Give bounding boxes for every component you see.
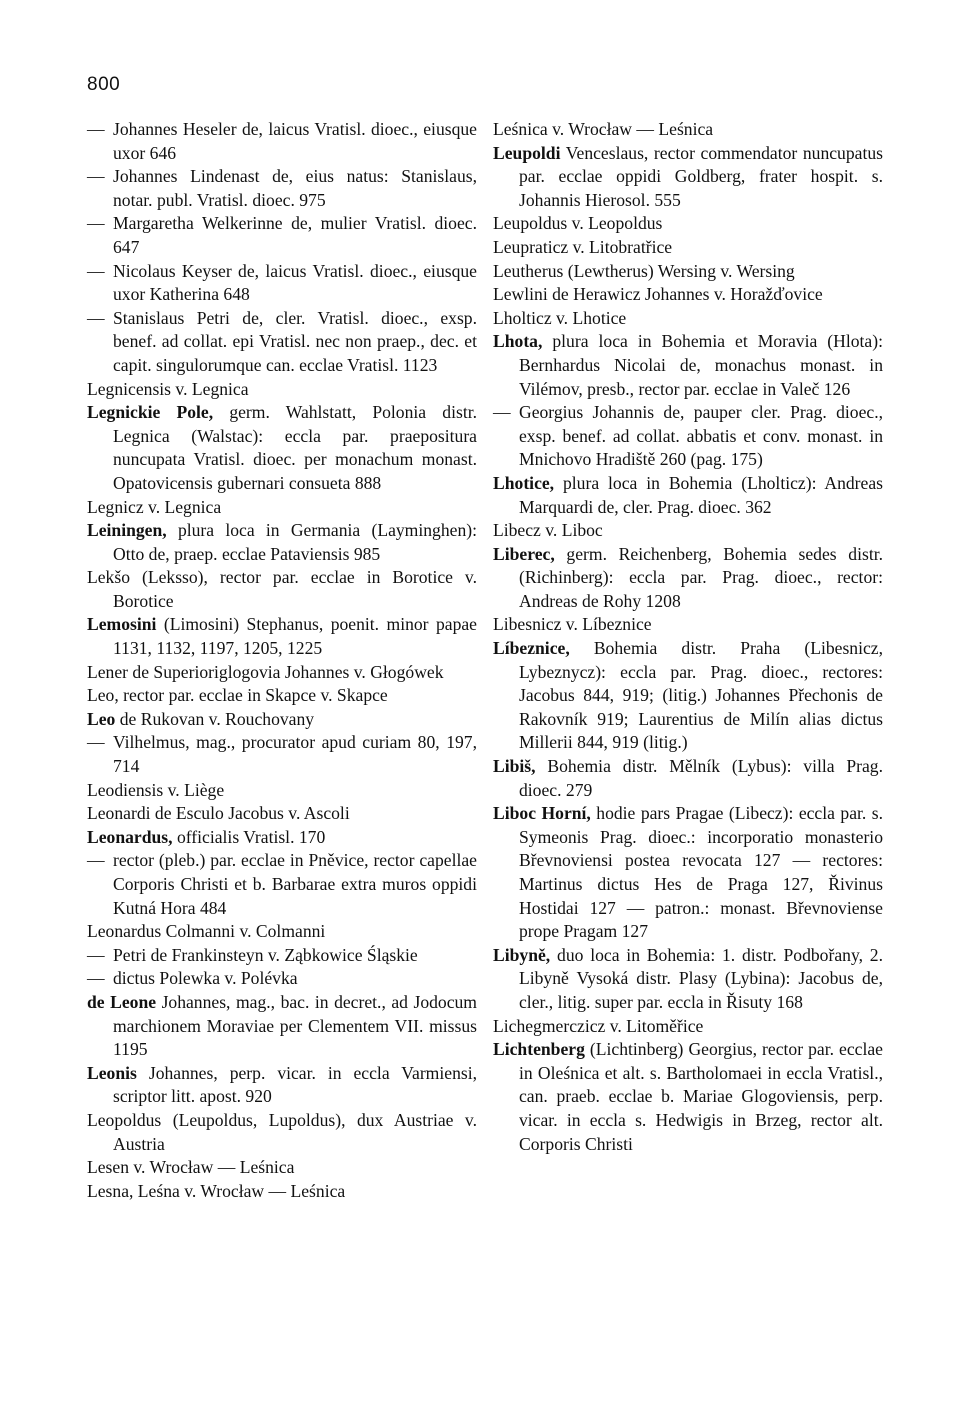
entry-text: Lesen v. Wrocław — Leśnica [87,1157,295,1178]
entry-dash: — [87,119,105,139]
index-entry [87,1156,477,1180]
entry-text: Leo, rector par. ecclae in Skapce v. Skapce [87,685,388,706]
entry-text: rector (pleb.) par. ecclae in Pněvice, rector capellae Corporis Christi et b. Barbarae extra muros oppidi Kutná Hora 484 [113,850,477,918]
index-entry [87,401,477,495]
index-entry [493,1038,883,1156]
index-entry [493,543,883,614]
index-entry [493,330,883,401]
index-entry [493,637,883,755]
entry-text: Bohemia distr. Mělník (Lybus): villa Prag. dioec. 279 [519,756,883,800]
index-entry [87,731,477,778]
entry-text: germ. Wahlstatt, Polonia distr. Legnica (Walstac): eccla par. praepositura nuncupata Vratisl. dioec. per monachum monast. Opatovicensis gubernari consueta 888 [113,402,477,493]
entry-headword: Libiš, [493,756,536,777]
entry-text: Lener de Superioriglogovia Johannes v. Głogówek [87,661,444,682]
entry-headword: Líbeznice, [493,638,570,659]
index-entry [493,260,883,284]
index-entry [493,118,883,142]
index-entry [87,519,477,566]
index-entry [87,684,477,708]
entry-text: Libecz v. Liboc [493,520,603,541]
index-entry [87,566,477,613]
entry-text: (Limosini) Stephanus, poenit. minor papae 1131, 1132, 1197, 1205, 1225 [113,614,477,659]
entry-dash: — [87,166,105,187]
index-entry [493,307,883,331]
entry-text: Leonardi de Esculo Jacobus v. Ascoli [87,803,350,824]
index-entry [493,1015,883,1039]
index-entry [493,236,883,260]
index-entry [87,1109,477,1156]
index-entry [87,849,477,920]
entry-text: Johannes Heseler de, laicus Vratisl. dioec., eiusque uxor 646 [113,119,477,163]
entry-dash: — [87,850,105,871]
index-entry [493,944,883,1015]
index-entry [87,779,477,803]
entry-text: Stanislaus Petri de, cler. Vratisl. dioec., exsp. benef. ad collat. epi Vratisl. nec non praep., dec. et capit. singulorumque can. ecclae Vratisl. 1123 [113,307,477,375]
index-entry [87,802,477,826]
index-entry [87,118,477,165]
entry-text: Lichegmerczicz v. Litoměřice [493,1015,704,1036]
index-entry [87,708,477,732]
entry-text: Lesna, Leśna v. Wrocław — Leśnica [87,1180,346,1201]
left-column [87,118,477,1203]
index-entry [493,401,883,472]
index-entry [87,212,477,259]
entry-text: germ. Reichenberg, Bohemia sedes distr. (Richinberg): eccla par. Prag. dioec., rector: Andreas de Rohy 1208 [519,543,883,611]
entry-dash: — [493,402,511,423]
index-entry [87,307,477,378]
index-entry [493,283,883,307]
entry-headword: Lichtenberg [493,1039,585,1060]
entry-dash: — [87,732,105,753]
entry-text: Lewlini de Herawicz Johannes v. Horažďovice [493,284,823,305]
entry-headword: Lemosini [87,614,157,635]
index-entry [493,142,883,213]
index-entry [87,661,477,685]
entry-headword: Leiningen, [87,520,167,541]
entry-text: Leupoldus v. Leopoldus [493,213,663,234]
index-entry [87,496,477,520]
entry-text: plura loca in Germania (Layminghen): Otto de, praep. ecclae Pataviensis 985 [113,520,477,564]
entry-dash: — [87,944,105,965]
entry-headword: de Leone [87,991,157,1012]
entry-text: Legnicz v. Legnica [87,496,222,517]
index-entry [87,613,477,660]
entry-headword: Leonis [87,1062,137,1083]
entry-text: Johannes Lindenast de, eius natus: Stanislaus, notar. publ. Vratisl. dioec. 975 [113,166,477,210]
index-entry [87,826,477,850]
index-entry [87,944,477,968]
entry-text: hodie pars Pragae (Libecz): eccla par. s. Symeonis Prag. dioec.: incorporatio monasterio Břevnoviensi postea revocata 127 — rectores: Martinus dictus Hes de Praga 127, Řivinus Hostidai 127 — patron.: monast. Břevnoviense prope Pragam 127 [519,803,883,942]
entry-text: dictus Polewka v. Polévka [113,968,298,989]
entry-text: duo loca in Bohemia: 1. distr. Podbořany, 2. Libyně Vysoká distr. Plasy (Lybina): Jacobus de, cler., litig. super par. eccla in Řisuty 168 [519,944,883,1012]
entry-text: Lekšo (Leksso), rector par. ecclae in Borotice v. Borotice [87,567,477,611]
entry-text: Leśnica v. Wrocław — Leśnica [493,119,714,139]
entry-text: Nicolaus Keyser de, laicus Vratisl. dioec., eiusque uxor Katherina 648 [113,260,477,305]
index-entry [493,613,883,637]
entry-text: Leutherus (Lewtherus) Wersing v. Wersing [493,260,795,281]
entry-text: Leodiensis v. Liège [87,779,225,800]
right-column [493,118,883,1156]
index-entry [87,991,477,1062]
entry-text: de Rukovan v. Rouchovany [119,708,315,729]
entry-text: Bohemia distr. Praha (Libesnicz, Lybeznycz): eccla par. Prag. dioec., rectores: Jacobus 844, 919; (litig.) Johannes Přechonis de Rakovník 919; Laurentius de Milín alias dictus Millerii 844, 919 (litig.) [519,638,883,753]
entry-dash: — [87,213,105,234]
index-entry [493,519,883,543]
index-entry [87,920,477,944]
index-entry [493,212,883,236]
page-number: 800 [87,74,121,95]
entry-headword: Leonardus, [87,826,173,847]
entry-text: Georgius Johannis de, pauper cler. Prag. dioec., exsp. benef. ad collat. abbatis et conv. monast. in Mnichovo Hradiště 260 (pag. 175) [519,402,883,470]
index-entry [493,802,883,944]
index-entry [87,165,477,212]
entry-text: Johannes, mag., bac. in decret., ad Jodocum marchionem Moraviae per Clementem VII. missus 1195 [113,991,477,1060]
entry-text: plura loca in Bohemia (Lholticz): Andreas Marquardi de, cler. Prag. dioec. 362 [519,472,884,517]
entry-text: Leonardus Colmanni v. Colmanni [87,921,326,942]
index-entry [87,1062,477,1109]
entry-headword: Leo [87,708,116,729]
index-entry [87,260,477,307]
entry-text: (Lichtinberg) Georgius, rector par. ecclae in Oleśnica et alt. s. Bartholomaei in eccla Vratisl., can. praeb. ecclae b. Mariae Glogoviensis, perp. vicar. in eccla s. Hedwigis in Brzeg, rector alt. Corporis Christi [519,1039,883,1154]
index-entry [87,1180,477,1204]
entry-text: Lholticz v. Lhotice [493,307,627,328]
entry-text: Leopoldus (Leupoldus, Lupoldus), dux Austriae v. Austria [87,1109,477,1154]
entry-text: Legnicensis v. Legnica [87,378,249,399]
entry-text: plura loca in Bohemia et Moravia (Hlota): Bernhardus Nicolai de, monachus monast. in Vilémov, presb., rector par. ecclae in Valeč 126 [519,331,883,399]
entry-dash: — [87,307,105,328]
entry-text: Libesnicz v. Líbeznice [493,614,652,635]
entry-text: Margaretha Welkerinne de, mulier Vratisl. dioec. 647 [113,213,477,257]
index-entry [493,472,883,519]
entry-headword: Libyně, [493,944,551,965]
entry-text: Leupraticz v. Litobratřice [493,236,673,257]
entry-headword: Liberec, [493,543,555,564]
entry-headword: Liboc Horní, [493,803,591,824]
entry-text: Vilhelmus, mag., procurator apud curiam 80, 197, 714 [113,732,477,777]
entry-dash: — [87,968,105,989]
entry-text: Petri de Frankinsteyn v. Ząbkowice Śląskie [113,944,418,965]
entry-dash: — [87,260,105,281]
entry-headword: Legnickie Pole, [87,402,214,423]
entry-headword: Lhota, [493,331,543,352]
entry-text: officialis Vratisl. 170 [176,826,326,847]
index-entry [87,967,477,991]
entry-headword: Lhotice, [493,472,555,493]
index-entry [87,378,477,402]
entry-headword: Leupoldi [493,142,561,163]
index-entry [493,755,883,802]
entry-text: Venceslaus, rector commendator nuncupatus par. ecclae oppidi Goldberg, frater hospit. s. Johannis Hierosol. 555 [519,142,883,210]
entry-text: Johannes, perp. vicar. in eccla Varmiensi, scriptor litt. apost. 920 [113,1062,477,1107]
